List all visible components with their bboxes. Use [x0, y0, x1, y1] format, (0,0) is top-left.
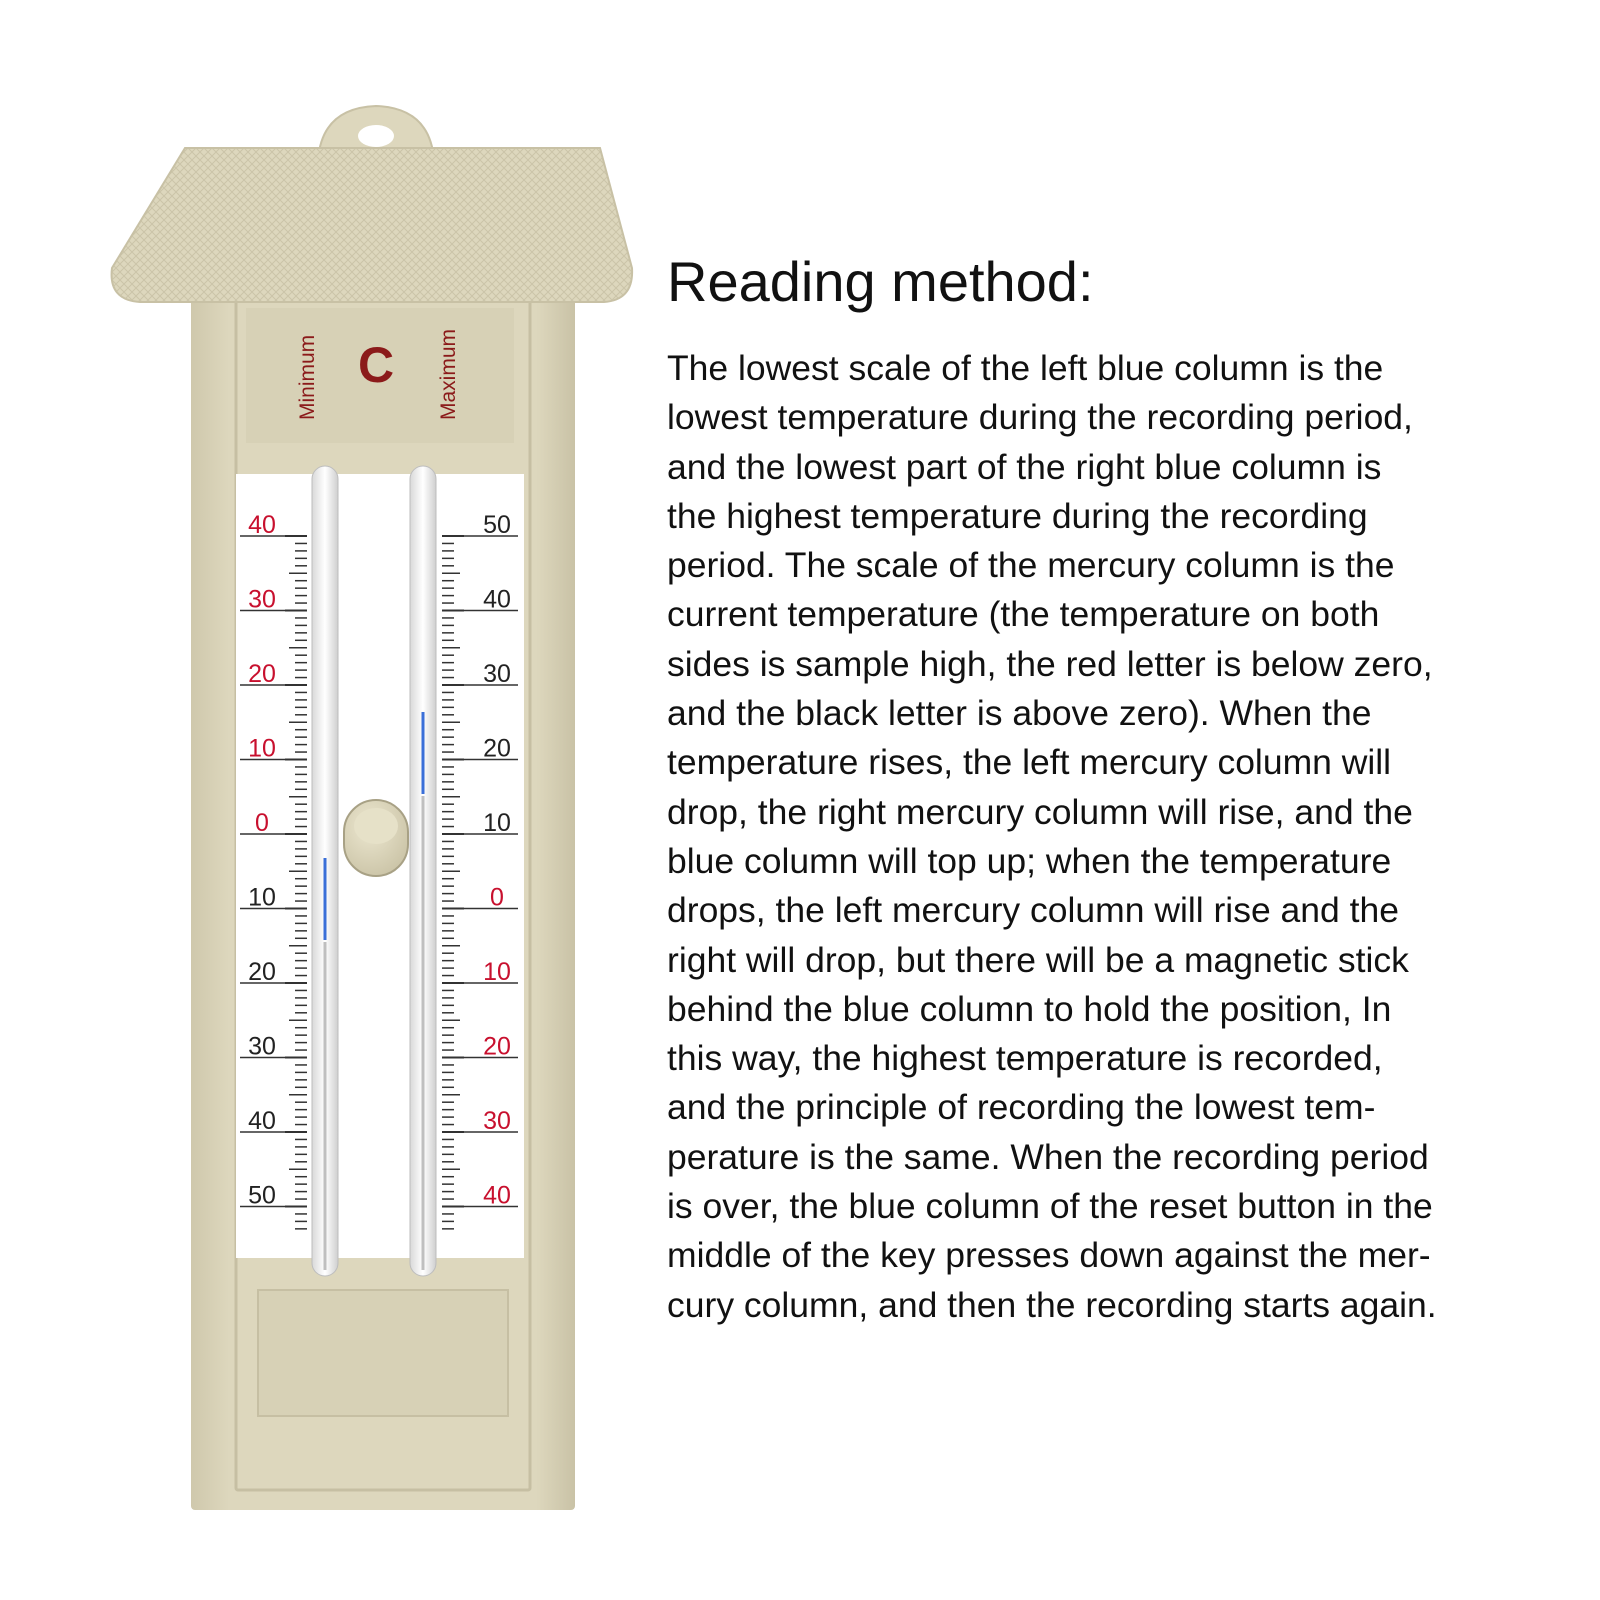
scale-tick-label: 30: [483, 660, 511, 688]
scale-tick-label: 30: [483, 1107, 511, 1135]
bottom-panel: [258, 1290, 508, 1416]
scale-tick-label: 0: [490, 883, 504, 912]
description-line: blue column will top up; when the temperature: [667, 840, 1392, 881]
scale-tick-label: 10: [483, 809, 511, 837]
maximum-label: Maximum: [437, 328, 460, 420]
thermometer-illustration: [0, 0, 640, 1600]
scale-tick-label: 40: [483, 1181, 511, 1210]
description-line: the highest temperature during the recording: [667, 495, 1368, 536]
scale-tick-label: 0: [255, 809, 269, 837]
description-line: lowest temperature during the recording period,: [667, 397, 1413, 438]
page-title: Reading method:: [667, 250, 1094, 313]
scale-tick-label: 20: [483, 734, 511, 763]
description-line: right will drop, but there will be a magnetic stick: [667, 939, 1409, 980]
scale-tick-label: 10: [248, 734, 276, 763]
description-line: is over, the blue column of the reset button in the: [667, 1186, 1433, 1227]
scale-tick-label: 40: [483, 585, 511, 614]
description-line: and the black letter is above zero). When the: [667, 693, 1372, 734]
description-line: and the principle of recording the lowest tem-: [667, 1087, 1376, 1128]
description-line: and the lowest part of the right blue column is: [667, 446, 1382, 487]
description-line: this way, the highest temperature is recorded,: [667, 1038, 1383, 1079]
hanging-hole: [358, 125, 394, 147]
reading-method-description: [667, 344, 1577, 1330]
scale-tick-label: 10: [248, 883, 276, 912]
description-line: drops, the left mercury column will rise and the: [667, 890, 1399, 931]
scale-tick-label: 50: [483, 511, 511, 539]
description-line: perature is the same. When the recording period: [667, 1136, 1429, 1177]
description-line: middle of the key presses down against the mer-: [667, 1235, 1431, 1276]
description-line: drop, the right mercury column will rise, and the: [667, 791, 1413, 832]
description-line: sides is sample high, the red letter is below zero,: [667, 643, 1433, 684]
scale-tick-label: 10: [483, 958, 511, 986]
scale-tick-label: 20: [483, 1032, 511, 1061]
reset-button[interactable]: [344, 800, 408, 876]
scale-tick-label: 40: [248, 1107, 276, 1135]
scale-tick-label: 20: [248, 660, 276, 688]
description-line: behind the blue column to hold the position, In: [667, 988, 1392, 1029]
description-line: current temperature (the temperature on both: [667, 594, 1380, 635]
unit-label: C: [357, 337, 395, 393]
minimum-label: Minimum: [296, 334, 319, 420]
description-line: The lowest scale of the left blue column is the: [667, 348, 1384, 388]
top-cap: [112, 148, 633, 302]
scale-tick-label: 30: [248, 1032, 276, 1061]
description-line: period. The scale of the mercury column is the: [667, 545, 1395, 586]
scale-tick-label: 30: [248, 585, 276, 614]
description-line: cury column, and then the recording starts again.: [667, 1284, 1437, 1325]
scale-tick-label: 40: [248, 511, 276, 539]
scale-tick-label: 50: [248, 1181, 276, 1210]
reading-method-panel: [667, 250, 1577, 1330]
description-line: temperature rises, the left mercury column will: [667, 742, 1392, 783]
scale-tick-label: 20: [248, 958, 276, 986]
